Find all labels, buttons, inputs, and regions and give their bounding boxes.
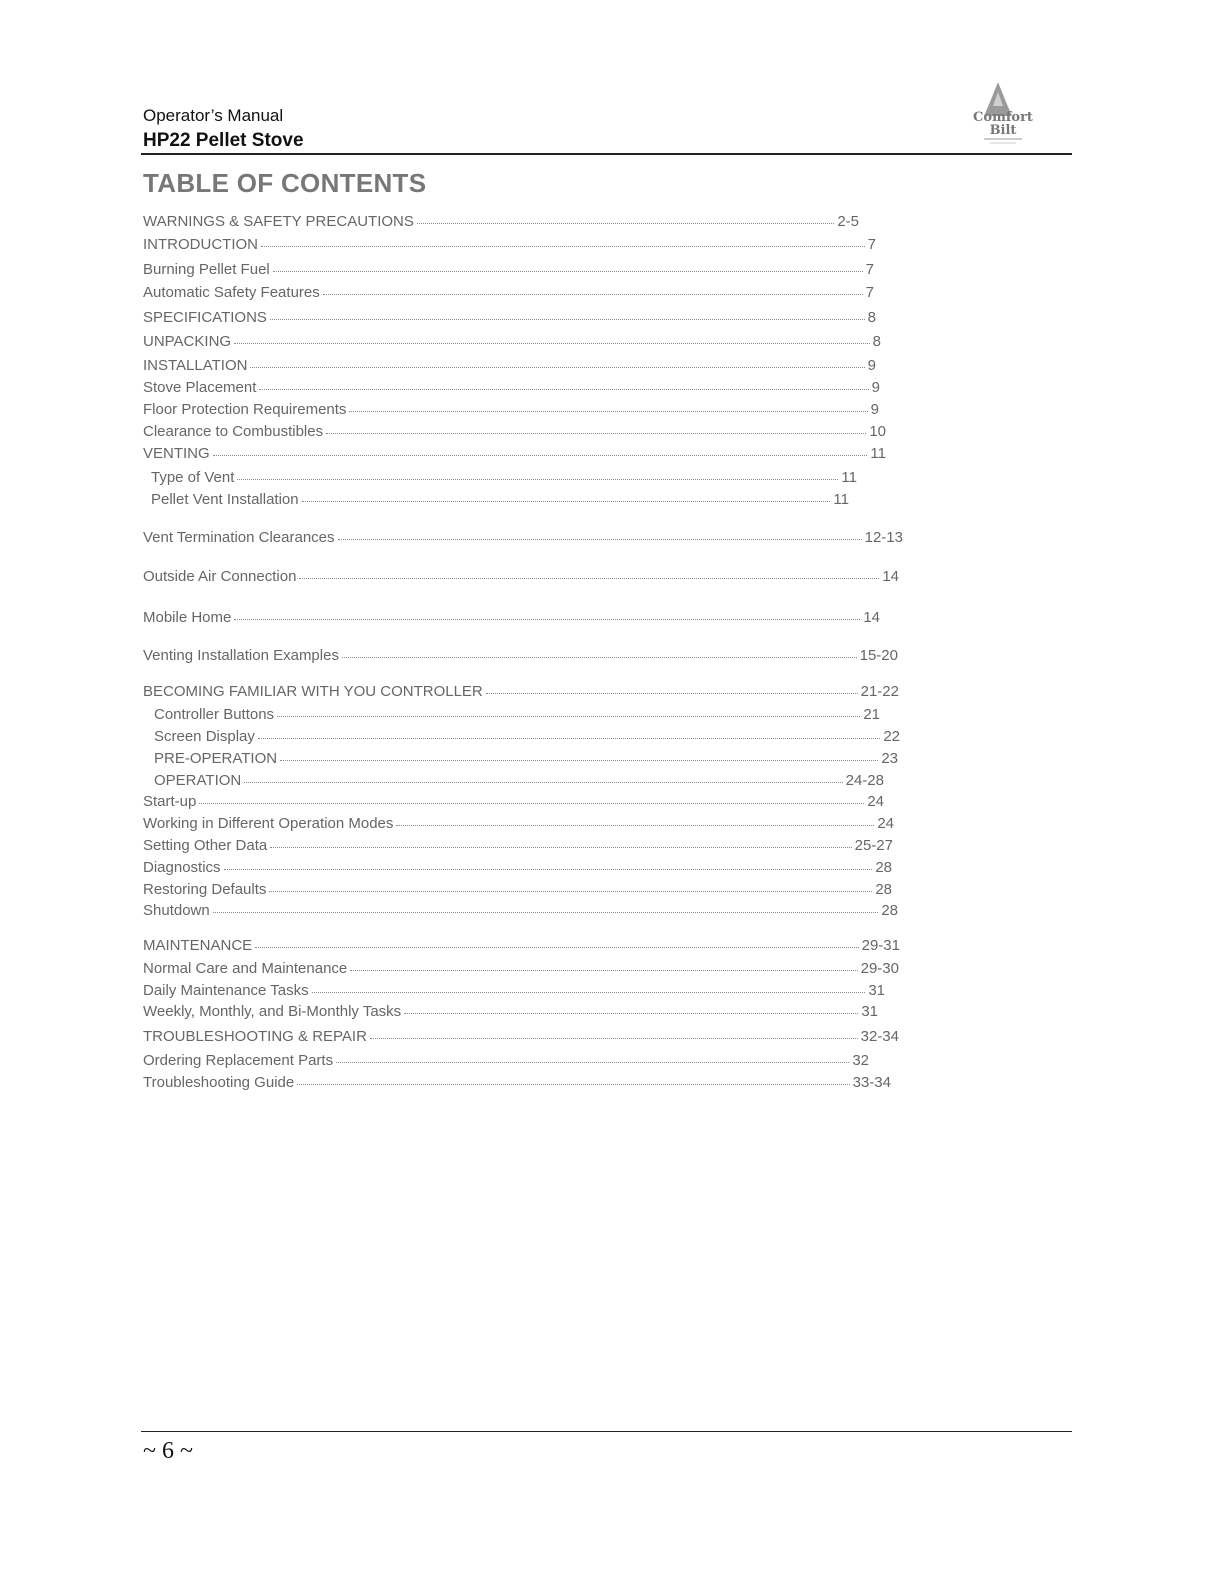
toc-entry-label: Venting Installation Examples <box>143 647 339 664</box>
toc-entry <box>143 284 874 302</box>
footer-divider <box>141 1431 1072 1432</box>
toc-entry-label: Weekly, Monthly, and Bi-Monthly Tasks <box>143 1003 402 1020</box>
toc-entry <box>154 750 898 768</box>
toc-entry <box>143 960 899 978</box>
toc-leader-dots <box>270 319 865 320</box>
toc-leader-dots <box>349 411 867 412</box>
toc-entry <box>143 982 885 1000</box>
toc-leader-dots <box>269 891 872 892</box>
toc-entry <box>143 529 903 547</box>
toc-leader-dots <box>244 782 842 783</box>
toc-leader-dots <box>417 223 834 224</box>
toc-entry-page: 24-28 <box>845 772 884 789</box>
toc-entry-page: 32-34 <box>860 1028 899 1045</box>
toc-entry <box>143 647 898 665</box>
toc-leader-dots <box>297 1084 849 1085</box>
toc-entry <box>143 423 886 441</box>
toc-entry-page: 31 <box>868 982 885 999</box>
toc-entry-page: 22 <box>883 728 900 745</box>
toc-entry-label: Screen Display <box>154 728 255 745</box>
toc-entry-label: TROUBLESHOOTING & REPAIR <box>143 1028 367 1045</box>
toc-leader-dots <box>312 992 866 993</box>
toc-leader-dots <box>199 803 864 804</box>
toc-entry-page: 11 <box>833 491 849 508</box>
toc-entry-label: OPERATION <box>154 772 242 789</box>
toc-entry-page: 9 <box>870 401 879 418</box>
toc-leader-dots <box>213 455 868 456</box>
toc-leader-dots <box>258 738 880 739</box>
toc-leader-dots <box>259 389 868 390</box>
toc-entry-page: 11 <box>870 445 886 462</box>
toc-entry-page: 28 <box>875 881 892 898</box>
toc-entry-label: Burning Pellet Fuel <box>143 261 270 278</box>
toc-entry <box>143 357 876 375</box>
toc-entry <box>151 469 857 487</box>
toc-entry-page: 14 <box>882 568 899 585</box>
toc-entry-label: SPECIFICATIONS <box>143 309 267 326</box>
toc-entry-page: 7 <box>865 261 874 278</box>
toc-entry-label: Vent Termination Clearances <box>143 529 335 546</box>
toc-entry <box>143 379 880 397</box>
toc-entry <box>143 902 898 920</box>
toc-entry-page: 10 <box>869 423 886 440</box>
toc-leader-dots <box>396 825 874 826</box>
toc-entry-page: 21-22 <box>860 683 899 700</box>
toc-entry-page: 28 <box>875 859 892 876</box>
toc-entry-label: WARNINGS & SAFETY PRECAUTIONS <box>143 213 414 230</box>
toc-leader-dots <box>302 501 831 502</box>
toc-entry <box>143 568 899 586</box>
toc-entry-label: INTRODUCTION <box>143 236 258 253</box>
toc-leader-dots <box>273 271 863 272</box>
toc-entry <box>151 491 849 509</box>
toc-leader-dots <box>342 657 857 658</box>
toc-leader-dots <box>234 619 860 620</box>
manual-title: HP22 Pellet Stove <box>143 130 304 151</box>
toc-leader-dots <box>326 433 866 434</box>
toc-entry-label: INSTALLATION <box>143 357 248 374</box>
toc-entry-label: Stove Placement <box>143 379 257 396</box>
toc-leader-dots <box>213 912 879 913</box>
toc-entry-page: 2-5 <box>837 213 859 230</box>
manual-subtitle: Operator’s Manual <box>143 106 284 125</box>
toc-entry <box>143 881 892 899</box>
toc-entry-label: Mobile Home <box>143 609 232 626</box>
toc-entry-label: Normal Care and Maintenance <box>143 960 348 977</box>
toc-entry-page: 9 <box>871 379 880 396</box>
toc-leader-dots <box>280 760 878 761</box>
toc-entry-page: 23 <box>881 750 898 767</box>
toc-entry-page: 21 <box>863 706 880 723</box>
toc-entry <box>143 261 874 279</box>
toc-entry-page: 28 <box>881 902 898 919</box>
toc-entry-page: 32 <box>852 1052 869 1069</box>
toc-entry <box>143 859 892 877</box>
toc-entry-label: Diagnostics <box>143 859 221 876</box>
toc-entry-label: Type of Vent <box>151 469 235 486</box>
toc-entry-label: Ordering Replacement Parts <box>143 1052 334 1069</box>
toc-entry-label: BECOMING FAMILIAR WITH YOU CONTROLLER <box>143 683 483 700</box>
toc-leader-dots <box>299 578 879 579</box>
toc-leader-dots <box>338 539 862 540</box>
toc-entry-page: 24 <box>867 793 884 810</box>
toc-entry-label: Setting Other Data <box>143 837 268 854</box>
toc-leader-dots <box>323 294 863 295</box>
toc-entry <box>143 609 880 627</box>
toc-entry-page: 15-20 <box>859 647 898 664</box>
toc-leader-dots <box>404 1013 858 1014</box>
toc-entry-page: 12-13 <box>864 529 903 546</box>
toc-leader-dots <box>350 970 857 971</box>
toc-entry-label: Clearance to Combustibles <box>143 423 324 440</box>
toc-leader-dots <box>277 716 860 717</box>
toc-entry-label: Restoring Defaults <box>143 881 267 898</box>
toc-heading: TABLE OF CONTENTS <box>143 168 427 198</box>
toc-entry <box>143 937 900 955</box>
toc-entry-page: 33-34 <box>852 1074 891 1091</box>
toc-entry <box>143 815 894 833</box>
toc-leader-dots <box>261 246 865 247</box>
toc-entry-label: Controller Buttons <box>154 706 275 723</box>
toc-entry <box>143 1052 869 1070</box>
toc-entry <box>143 793 884 811</box>
toc-entry-label: Daily Maintenance Tasks <box>143 982 309 999</box>
toc-entry-page: 8 <box>867 309 876 326</box>
toc-entry <box>143 309 876 327</box>
toc-entry-label: Pellet Vent Installation <box>151 491 299 508</box>
toc-leader-dots <box>255 947 858 948</box>
toc-entry <box>154 772 884 790</box>
page-number: ~ 6 ~ <box>143 1438 193 1464</box>
toc-leader-dots <box>336 1062 849 1063</box>
toc-entry <box>143 1003 878 1021</box>
toc-entry-page: 9 <box>867 357 876 374</box>
toc-entry-label: PRE-OPERATION <box>154 750 278 767</box>
toc-entry <box>143 683 899 701</box>
toc-entry-label: VENTING <box>143 445 210 462</box>
toc-entry-label: UNPACKING <box>143 333 232 350</box>
toc-entry-page: 29-31 <box>861 937 900 954</box>
toc-entry-label: Automatic Safety Features <box>143 284 320 301</box>
toc-entry-page: 24 <box>877 815 894 832</box>
toc-entry-label: MAINTENANCE <box>143 937 253 954</box>
toc-entry-page: 14 <box>863 609 880 626</box>
toc-entry-label: Start-up <box>143 793 197 810</box>
toc-entry-page: 29-30 <box>860 960 899 977</box>
toc-leader-dots <box>486 693 858 694</box>
toc-leader-dots <box>234 343 870 344</box>
toc-entry-page: 7 <box>865 284 874 301</box>
toc-entry <box>143 445 886 463</box>
toc-leader-dots <box>270 847 851 848</box>
toc-leader-dots <box>250 367 864 368</box>
toc-entry <box>143 401 879 419</box>
toc-entry-label: Outside Air Connection <box>143 568 297 585</box>
toc-entry-label: Working in Different Operation Modes <box>143 815 394 832</box>
toc-entry-label: Troubleshooting Guide <box>143 1074 295 1091</box>
toc-leader-dots <box>237 479 838 480</box>
toc-entry <box>154 728 900 746</box>
toc-entry <box>143 333 881 351</box>
toc-leader-dots <box>370 1038 858 1039</box>
toc-entry <box>143 1028 899 1046</box>
toc-entry-page: 31 <box>861 1003 878 1020</box>
logo-text-top: Comfort <box>973 110 1033 125</box>
toc-entry-page: 25-27 <box>854 837 893 854</box>
toc-entry <box>143 213 859 231</box>
toc-entry <box>143 1074 891 1092</box>
toc-entry-page: 7 <box>867 236 876 253</box>
toc-entry <box>143 837 893 855</box>
toc-entry-page: 11 <box>841 469 857 486</box>
toc-entry-label: Shutdown <box>143 902 210 919</box>
toc-leader-dots <box>224 869 873 870</box>
toc-entry-page: 8 <box>872 333 881 350</box>
toc-entry-label: Floor Protection Requirements <box>143 401 347 418</box>
logo-text-bottom: Bilt <box>989 123 1017 138</box>
toc-entry <box>143 236 876 254</box>
toc-entry <box>154 706 880 724</box>
